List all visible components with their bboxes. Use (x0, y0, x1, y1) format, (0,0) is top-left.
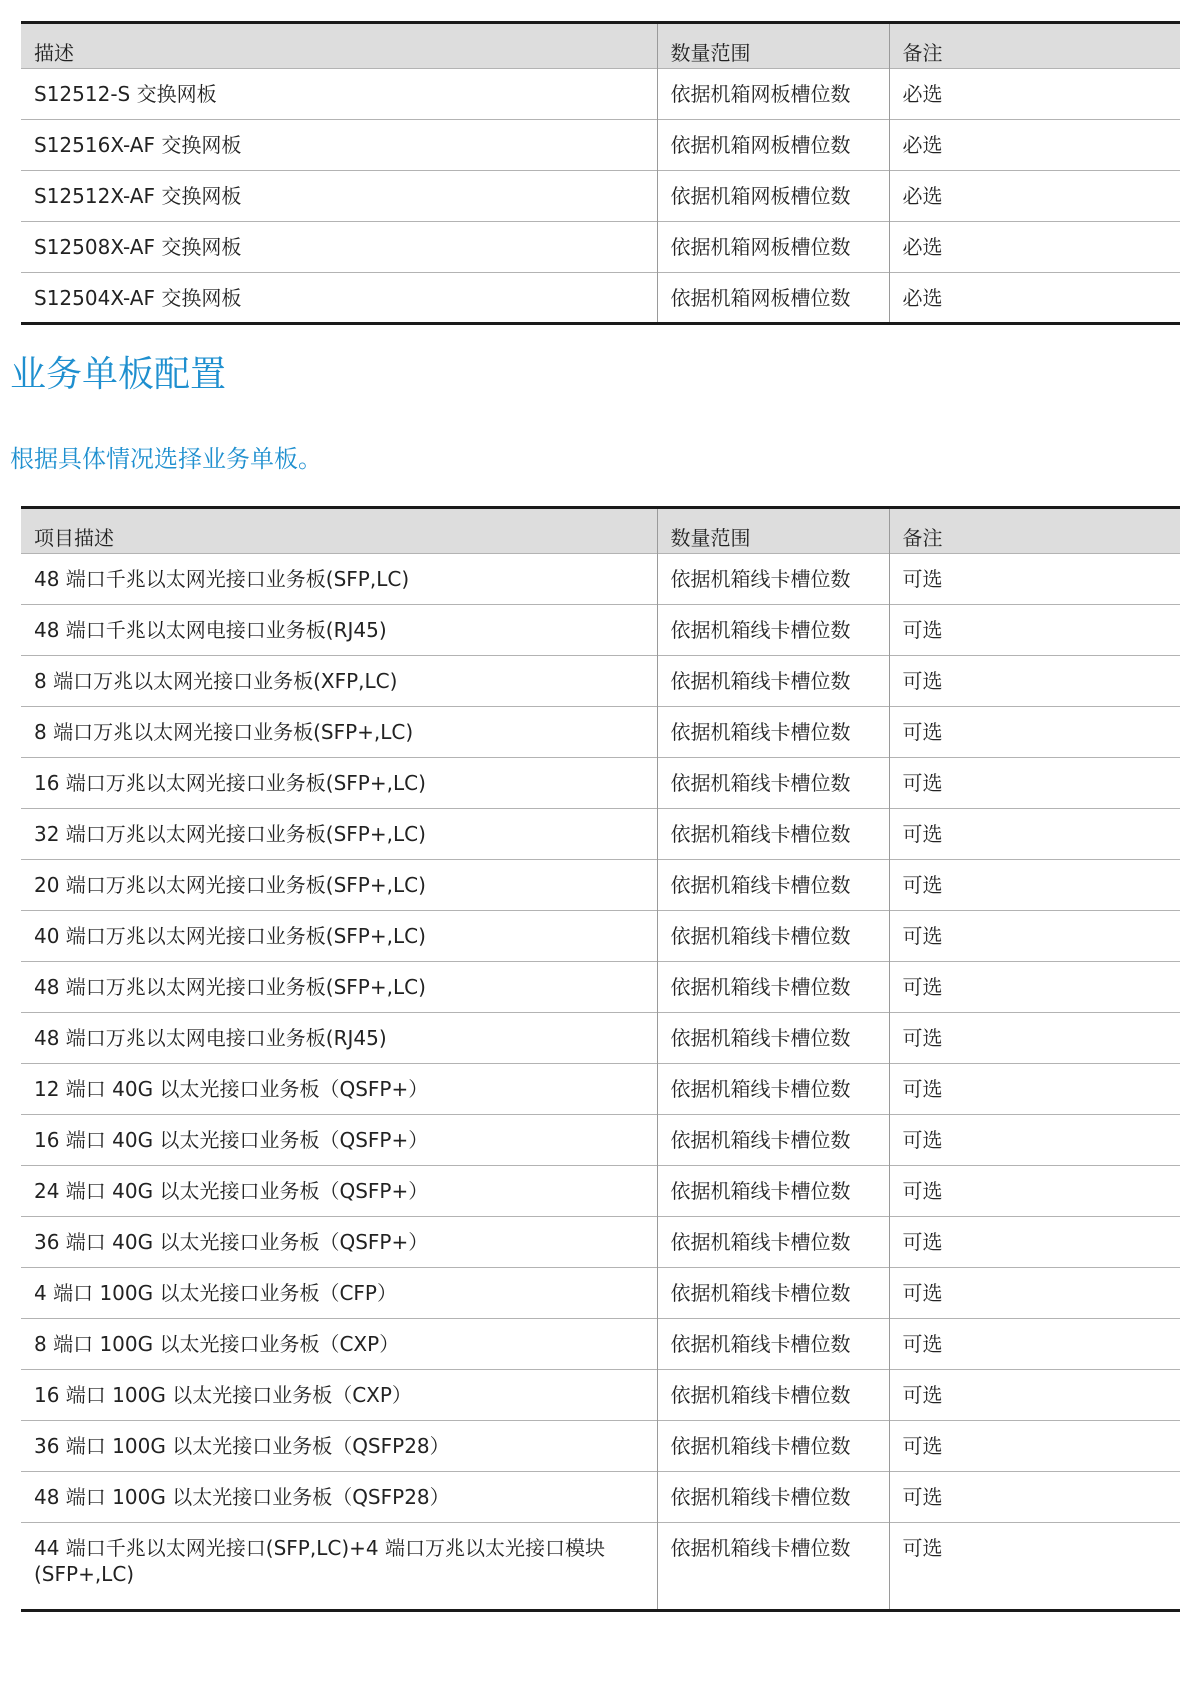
table-row (21, 656, 1180, 707)
cell-quantity-range: 依据机箱线卡槽位数 (657, 707, 889, 758)
cell-quantity-range: 依据机箱线卡槽位数 (657, 1064, 889, 1115)
cell-remark: 必选 (889, 171, 1180, 222)
cell-quantity-range: 依据机箱线卡槽位数 (657, 809, 889, 860)
cell-remark: 可选 (889, 1166, 1180, 1217)
cell-remark: 可选 (889, 656, 1180, 707)
cell-description: S12504X-AF 交换网板 (34, 286, 242, 310)
cell-quantity-range: 依据机箱网板槽位数 (657, 222, 889, 273)
cell-quantity-range: 依据机箱线卡槽位数 (657, 1115, 889, 1166)
cell-remark: 可选 (889, 860, 1180, 911)
cell-quantity-range: 依据机箱线卡槽位数 (657, 1166, 889, 1217)
table-row (21, 911, 1180, 962)
cell-item-description: 48 端口千兆以太网光接口业务板(SFP,LC) (34, 567, 410, 591)
cell-item-description: 40 端口万兆以太网光接口业务板(SFP+,LC) (34, 924, 426, 948)
cell-quantity-range: 依据机箱网板槽位数 (657, 273, 889, 324)
switch-board-table (21, 21, 1180, 325)
header-remark: 备注 (889, 23, 1180, 69)
cell-item-description: 32 端口万兆以太网光接口业务板(SFP+,LC) (34, 822, 426, 846)
table-row (21, 758, 1180, 809)
cell-quantity-range: 依据机箱网板槽位数 (657, 171, 889, 222)
cell-item-description: 8 端口万兆以太网光接口业务板(XFP,LC) (34, 669, 398, 693)
cell-item-description: 36 端口 100G 以太光接口业务板（QSFP28） (34, 1434, 450, 1458)
cell-remark: 可选 (889, 962, 1180, 1013)
cell-remark: 可选 (889, 1472, 1180, 1523)
cell-quantity-range: 依据机箱线卡槽位数 (657, 1472, 889, 1523)
header-quantity-range: 数量范围 (657, 23, 889, 69)
cell-description: S12516X-AF 交换网板 (34, 133, 242, 157)
cell-remark: 可选 (889, 605, 1180, 656)
cell-quantity-range: 依据机箱线卡槽位数 (657, 1370, 889, 1421)
cell-item-description: 48 端口 100G 以太光接口业务板（QSFP28） (34, 1485, 450, 1509)
cell-remark: 必选 (889, 120, 1180, 171)
cell-quantity-range: 依据机箱线卡槽位数 (657, 1013, 889, 1064)
table-row (21, 707, 1180, 758)
cell-remark: 必选 (889, 69, 1180, 120)
table-row (21, 860, 1180, 911)
cell-item-description: 36 端口 40G 以太光接口业务板（QSFP+） (34, 1230, 429, 1254)
cell-description: S12512-S 交换网板 (34, 82, 217, 106)
cell-quantity-range: 依据机箱线卡槽位数 (657, 554, 889, 605)
cell-item-description: 16 端口 40G 以太光接口业务板（QSFP+） (34, 1128, 429, 1152)
cell-remark: 可选 (889, 1013, 1180, 1064)
cell-quantity-range: 依据机箱线卡槽位数 (657, 860, 889, 911)
header-remark: 备注 (889, 508, 1180, 554)
cell-remark: 必选 (889, 222, 1180, 273)
cell-item-description: 8 端口 100G 以太光接口业务板（CXP） (34, 1332, 400, 1356)
cell-remark: 可选 (889, 1523, 1180, 1611)
cell-item-description: 48 端口万兆以太网光接口业务板(SFP+,LC) (34, 975, 426, 999)
cell-item-description: 8 端口万兆以太网光接口业务板(SFP+,LC) (34, 720, 414, 744)
table-row (21, 554, 1180, 605)
cell-quantity-range: 依据机箱网板槽位数 (657, 120, 889, 171)
cell-quantity-range: 依据机箱线卡槽位数 (657, 911, 889, 962)
table-row (21, 1064, 1180, 1115)
cell-remark: 可选 (889, 758, 1180, 809)
cell-remark: 可选 (889, 1217, 1180, 1268)
cell-description: S12512X-AF 交换网板 (34, 184, 242, 208)
table-row (21, 222, 1180, 273)
cell-remark: 可选 (889, 1268, 1180, 1319)
table-header-row (21, 23, 1180, 69)
cell-quantity-range: 依据机箱线卡槽位数 (657, 1421, 889, 1472)
cell-remark: 可选 (889, 1370, 1180, 1421)
table-row (21, 1217, 1180, 1268)
cell-remark: 可选 (889, 707, 1180, 758)
cell-item-description: 12 端口 40G 以太光接口业务板（QSFP+） (34, 1077, 429, 1101)
table-row (21, 1523, 1180, 1611)
table-row (21, 605, 1180, 656)
cell-quantity-range: 依据机箱线卡槽位数 (657, 1319, 889, 1370)
header-quantity-range: 数量范围 (657, 508, 889, 554)
table-row (21, 1370, 1180, 1421)
cell-item-description: 48 端口万兆以太网电接口业务板(RJ45) (34, 1026, 387, 1050)
cell-remark: 可选 (889, 1421, 1180, 1472)
cell-remark: 必选 (889, 273, 1180, 324)
cell-quantity-range: 依据机箱线卡槽位数 (657, 1523, 889, 1611)
service-board-table (21, 506, 1180, 1612)
header-item-description: 项目描述 (34, 526, 114, 550)
cell-quantity-range: 依据机箱线卡槽位数 (657, 656, 889, 707)
table-row (21, 69, 1180, 120)
cell-remark: 可选 (889, 554, 1180, 605)
cell-description: S12508X-AF 交换网板 (34, 235, 242, 259)
cell-item-description: 44 端口千兆以太网光接口(SFP,LC)+4 端口万兆以太光接口模块(SFP+,LC) (34, 1536, 605, 1586)
cell-quantity-range: 依据机箱线卡槽位数 (657, 758, 889, 809)
table-row (21, 1472, 1180, 1523)
section-description: 根据具体情况选择业务单板。 (10, 445, 322, 473)
cell-item-description: 48 端口千兆以太网电接口业务板(RJ45) (34, 618, 387, 642)
table-row (21, 1115, 1180, 1166)
cell-remark: 可选 (889, 1064, 1180, 1115)
cell-item-description: 16 端口万兆以太网光接口业务板(SFP+,LC) (34, 771, 426, 795)
cell-quantity-range: 依据机箱线卡槽位数 (657, 1268, 889, 1319)
cell-item-description: 4 端口 100G 以太光接口业务板（CFP） (34, 1281, 397, 1305)
cell-remark: 可选 (889, 1319, 1180, 1370)
header-description: 描述 (34, 41, 74, 65)
cell-quantity-range: 依据机箱线卡槽位数 (657, 1217, 889, 1268)
cell-remark: 可选 (889, 809, 1180, 860)
cell-item-description: 20 端口万兆以太网光接口业务板(SFP+,LC) (34, 873, 426, 897)
table-row (21, 273, 1180, 324)
table-row (21, 1268, 1180, 1319)
table-header-row (21, 508, 1180, 554)
cell-item-description: 24 端口 40G 以太光接口业务板（QSFP+） (34, 1179, 429, 1203)
table-row (21, 809, 1180, 860)
table-row (21, 120, 1180, 171)
cell-quantity-range: 依据机箱线卡槽位数 (657, 605, 889, 656)
table-row (21, 1166, 1180, 1217)
table-row (21, 1421, 1180, 1472)
cell-remark: 可选 (889, 911, 1180, 962)
table-row (21, 962, 1180, 1013)
cell-item-description: 16 端口 100G 以太光接口业务板（CXP） (34, 1383, 412, 1407)
table-row (21, 1013, 1180, 1064)
cell-quantity-range: 依据机箱网板槽位数 (657, 69, 889, 120)
cell-remark: 可选 (889, 1115, 1180, 1166)
table-row (21, 171, 1180, 222)
section-title: 业务单板配置 (10, 354, 227, 395)
cell-quantity-range: 依据机箱线卡槽位数 (657, 962, 889, 1013)
table-row (21, 1319, 1180, 1370)
